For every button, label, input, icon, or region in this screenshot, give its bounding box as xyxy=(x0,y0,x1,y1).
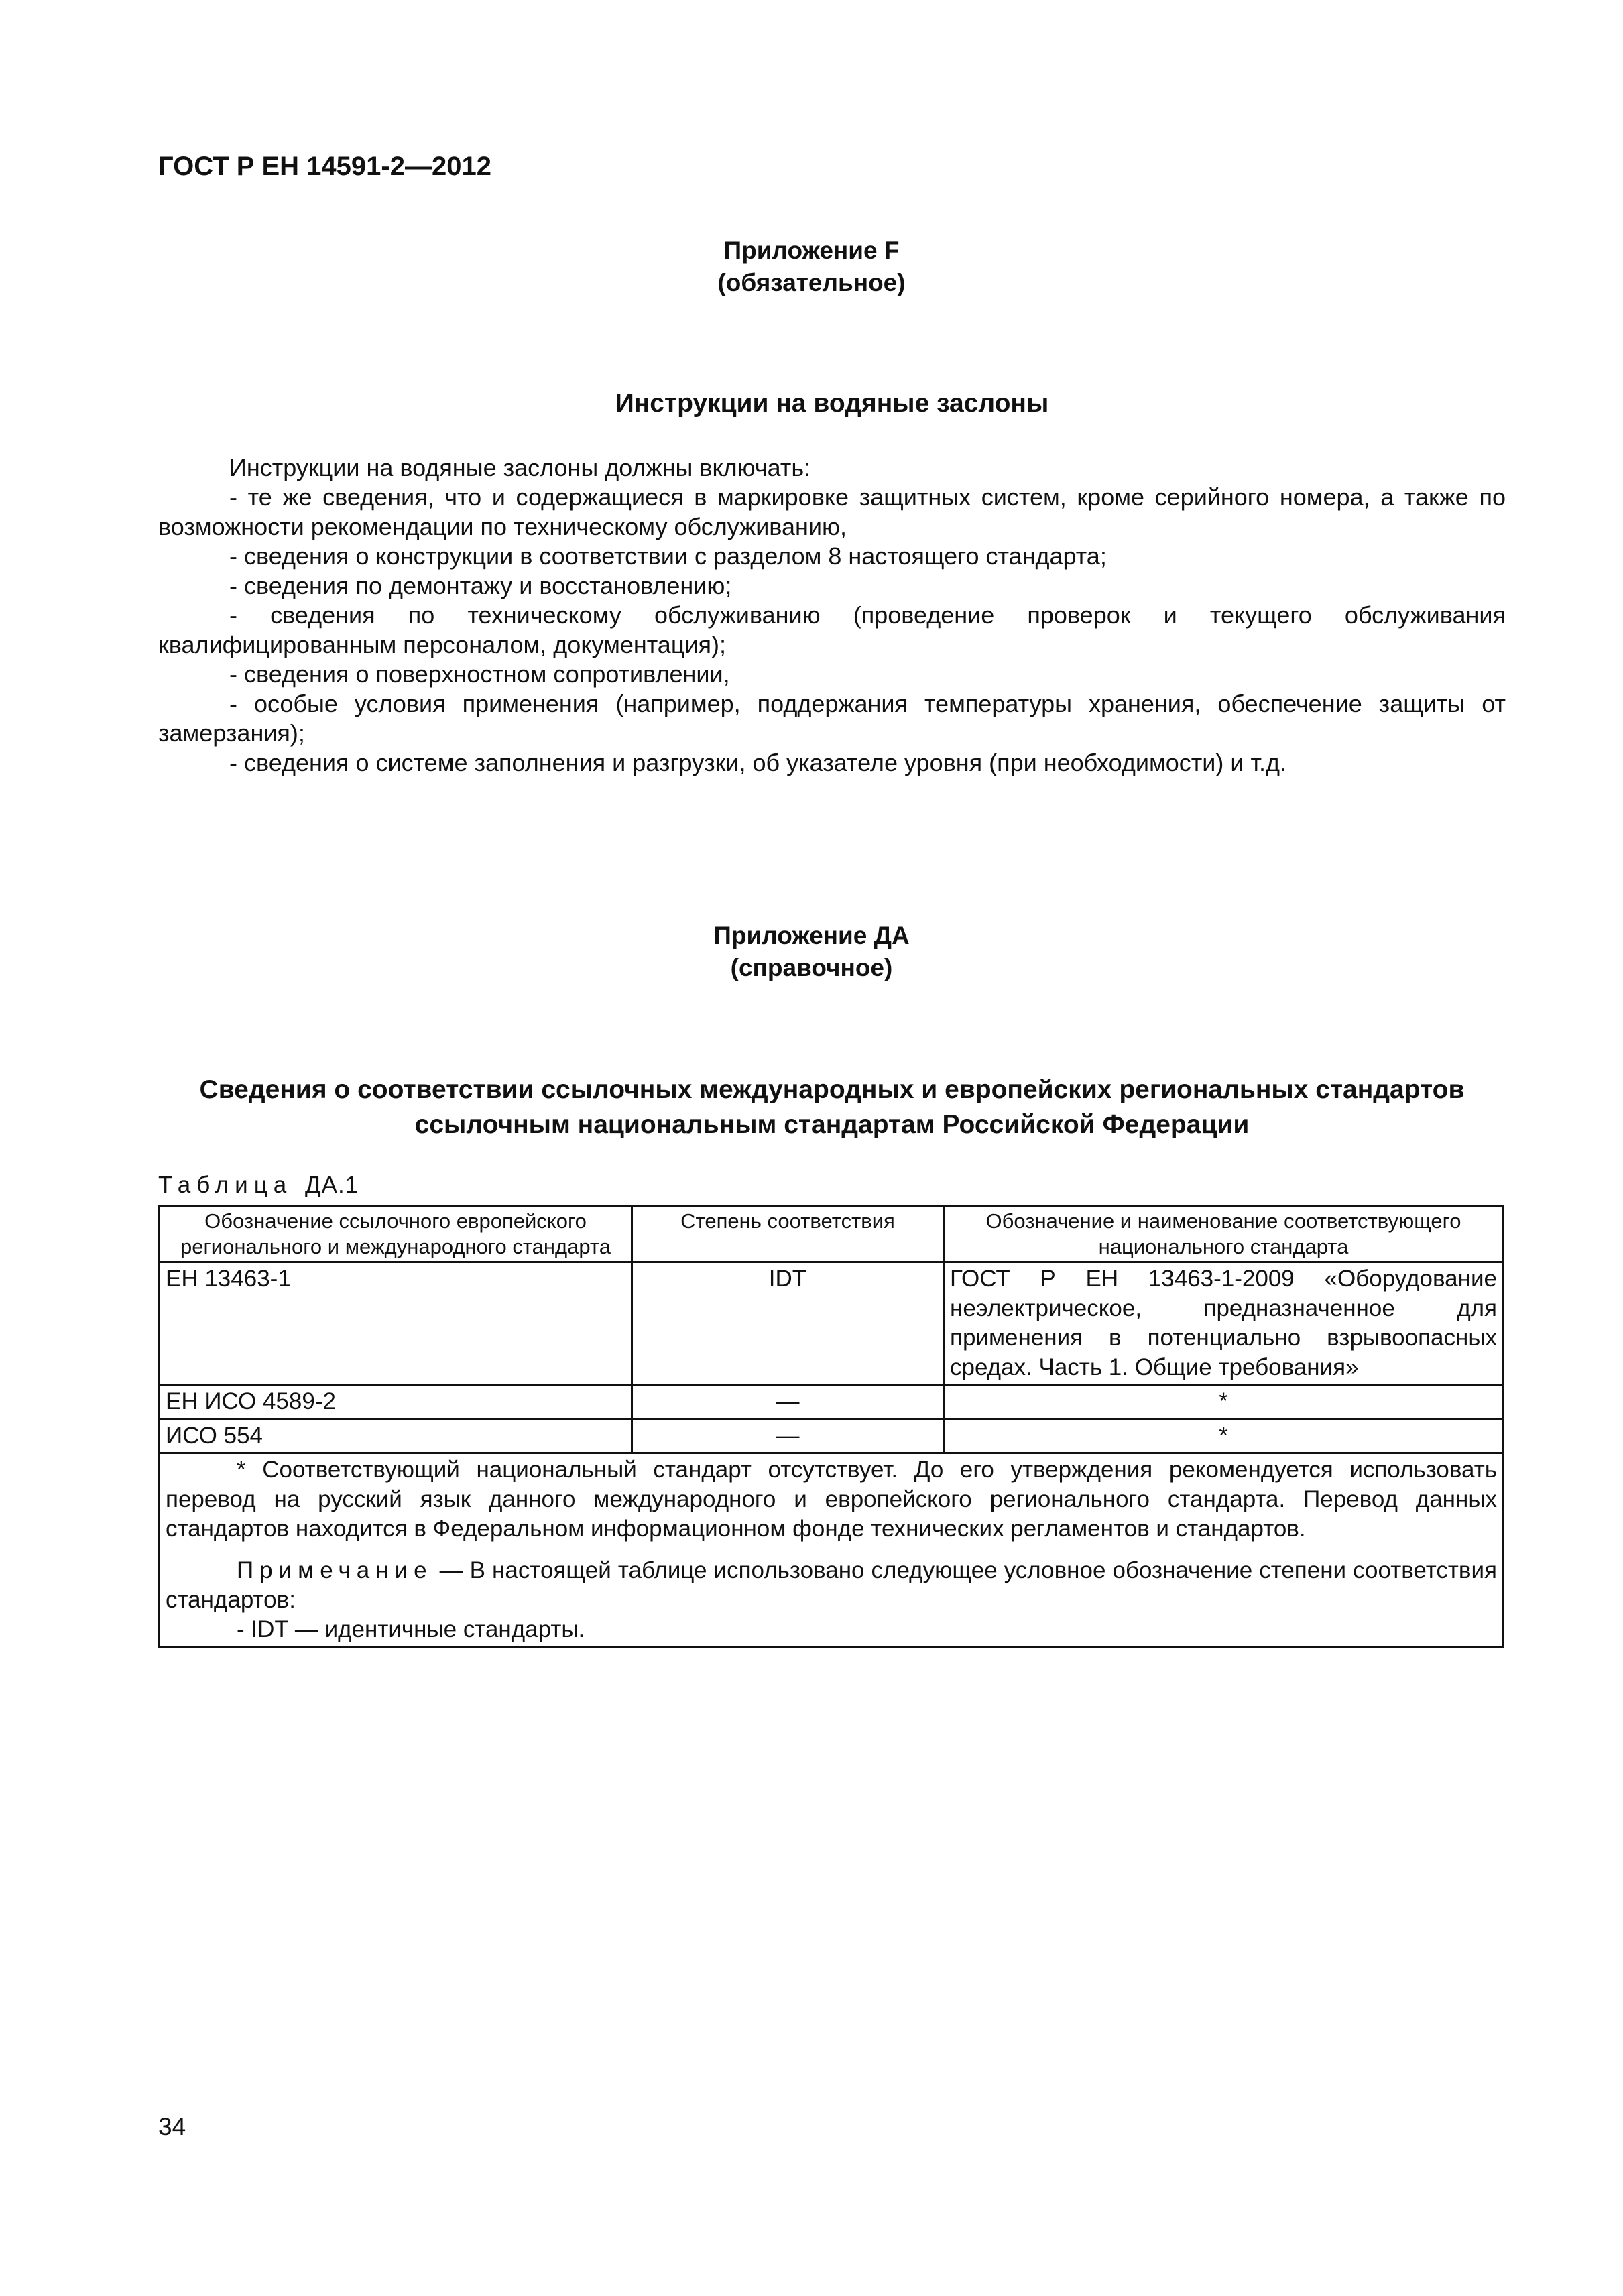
reference-standard-cell: ЕН ИСО 4589-2 xyxy=(160,1385,632,1419)
note-label: Примечание xyxy=(237,1557,433,1583)
table-caption-number: ДА.1 xyxy=(304,1172,359,1198)
table-row xyxy=(160,1419,1504,1453)
annex-f-status: (обязательное) xyxy=(717,269,906,296)
list-item: - сведения о поверхностном сопротивлении, xyxy=(229,660,730,688)
annex-da-section-title: Сведения о соответствии ссылочных международных и европейских региональных стандартов ссылочным национальным стандартам Российской Федерации xyxy=(199,1075,1465,1139)
degree-cell: — xyxy=(632,1419,944,1453)
list-item: - сведения по техническому обслуживанию (проведение проверок и текущего обслуживания квалифицированным персоналом, документация); xyxy=(158,601,1506,658)
national-standard-cell: * xyxy=(944,1419,1504,1453)
list-item: - особые условия применения (например, поддержания температуры хранения, обеспечение защиты от замерзания); xyxy=(158,690,1506,747)
national-standard-cell: ГОСТ Р ЕН 13463-1-2009 «Оборудование неэлектрическое, предназначенное для применения в потенциально взрывоопасных средах. Часть 1. Общие требования» xyxy=(944,1262,1504,1385)
document-header: ГОСТ Р ЕН 14591-2—2012 xyxy=(158,152,491,181)
table-row xyxy=(160,1262,1504,1385)
paragraph: Инструкции на водяные заслоны должны включать: xyxy=(229,454,811,481)
table-header-row xyxy=(160,1207,1504,1262)
degree-cell: IDT xyxy=(632,1262,944,1385)
annex-f-body xyxy=(158,453,1506,778)
column-header-degree: Степень соответствия xyxy=(632,1207,944,1262)
reference-standard-cell: ЕН 13463-1 xyxy=(160,1262,632,1385)
table-footnote: * Соответствующий национальный стандарт отсутствует. До его утверждения рекомендуется использовать перевод на русский язык данного международного и европейского регионального стандарта. Перевод данных стандартов находится в Федеральном информационном фонде технических регламентов и стандартов. xyxy=(166,1457,1497,1542)
annex-f-title: Приложение F xyxy=(723,237,900,264)
table-caption xyxy=(158,1172,359,1199)
reference-standard-cell: ИСО 554 xyxy=(160,1419,632,1453)
national-standard-cell: * xyxy=(944,1385,1504,1419)
note-text: — В настоящей таблице использовано следующее условное обозначение степени соответствия стандартов: xyxy=(166,1557,1497,1613)
degree-cell: — xyxy=(632,1385,944,1419)
column-header-national-standard: Обозначение и наименование соответствующего национального стандарта xyxy=(944,1207,1504,1262)
table-caption-word: Таблица xyxy=(158,1172,293,1198)
list-item: - те же сведения, что и содержащиеся в маркировке защитных систем, кроме серийного номера, а также по возможности рекомендации по техническому обслуживанию, xyxy=(158,483,1506,540)
page-number: 34 xyxy=(158,2113,186,2140)
annex-da-title: Приложение ДА xyxy=(713,922,910,949)
annex-da-heading xyxy=(0,920,1623,984)
table-note xyxy=(166,1556,1497,1615)
list-item: - сведения о конструкции в соответствии с разделом 8 настоящего стандарта; xyxy=(229,542,1107,570)
note-item: - IDT — идентичные стандарты. xyxy=(237,1616,585,1642)
table-row xyxy=(160,1385,1504,1419)
annex-f-heading xyxy=(0,235,1623,299)
column-header-reference-standard: Обозначение ссылочного европейского регионального и международного стандарта xyxy=(160,1207,632,1262)
list-item: - сведения по демонтажу и восстановлению; xyxy=(229,572,732,599)
table-footnote-row xyxy=(160,1453,1504,1647)
annex-f-section-title: Инструкции на водяные заслоны xyxy=(615,389,1049,418)
list-item: - сведения о системе заполнения и разгрузки, об указателе уровня (при необходимости) и т.д. xyxy=(229,749,1286,776)
correspondence-table xyxy=(158,1205,1504,1648)
table-footnote-cell xyxy=(160,1453,1504,1647)
annex-da-status: (справочное) xyxy=(730,954,893,981)
